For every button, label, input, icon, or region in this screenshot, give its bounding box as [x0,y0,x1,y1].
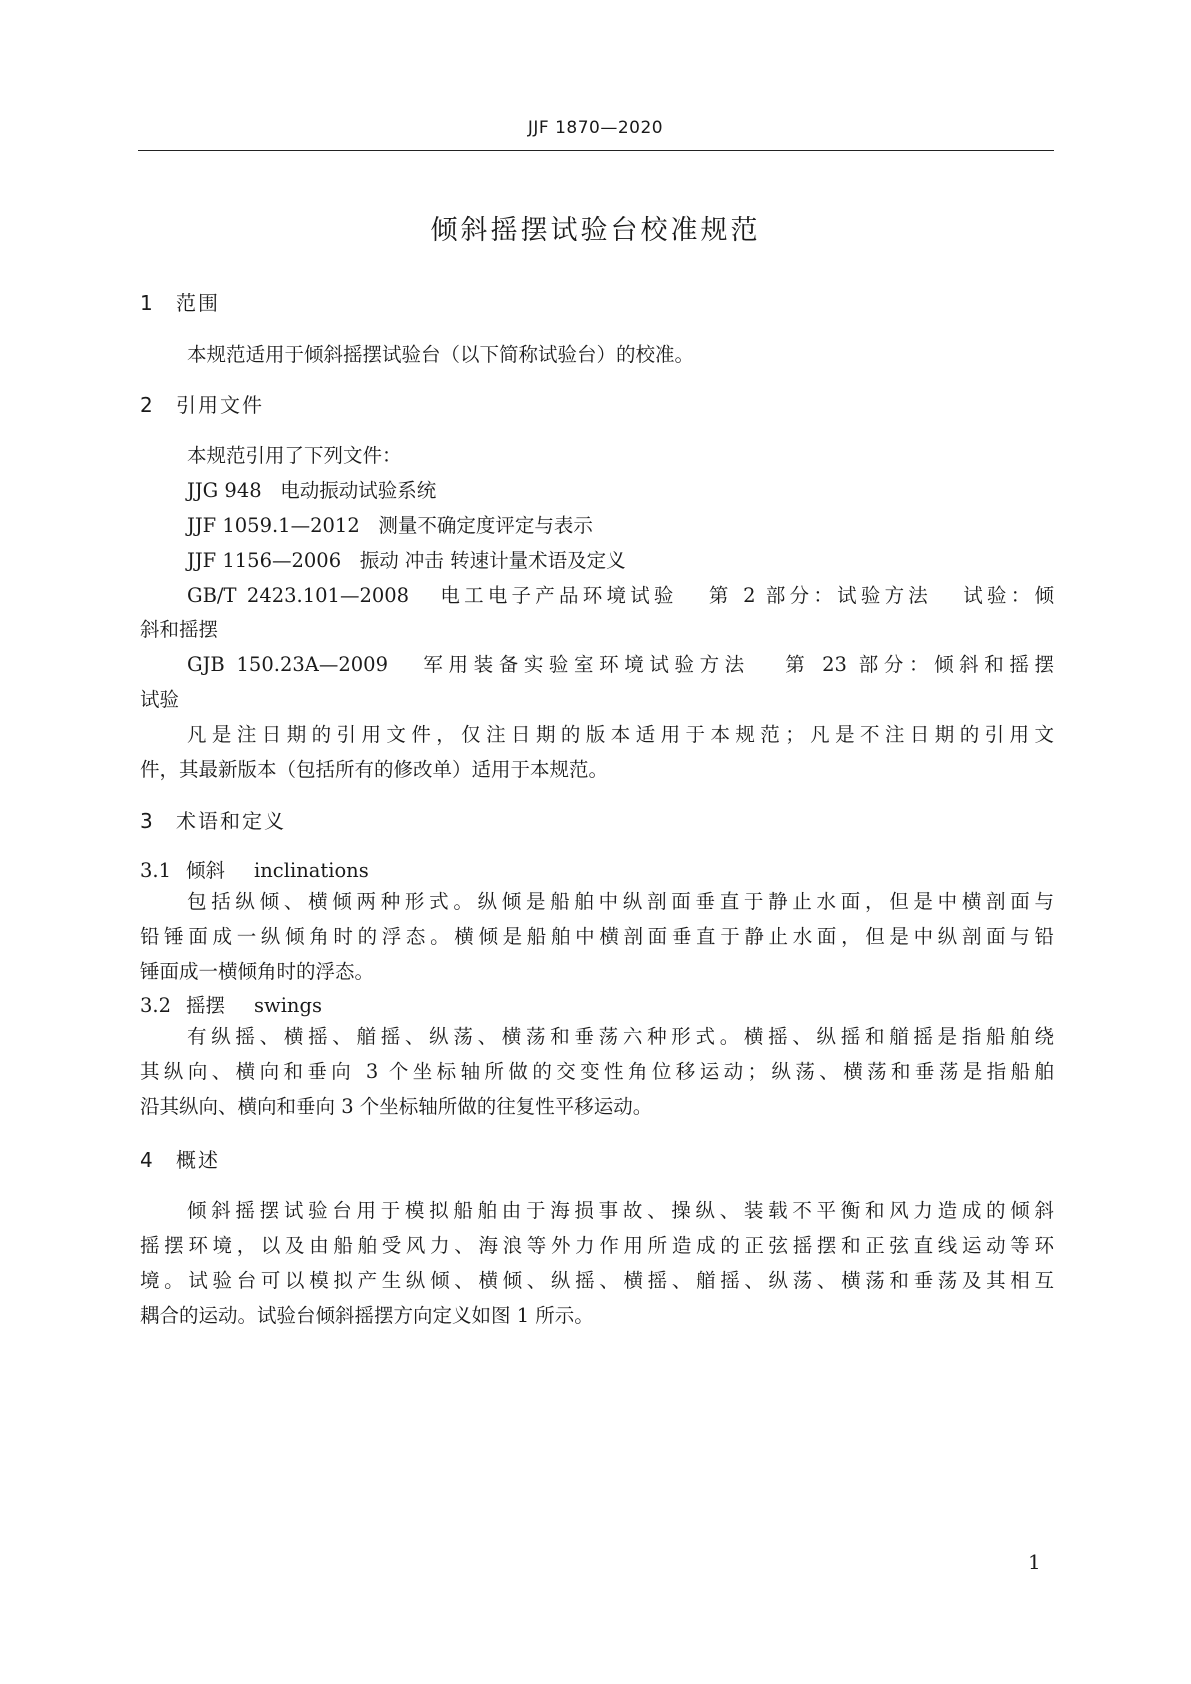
paragraph: 本规范适用于倾斜摇摆试验台（以下简称试验台）的校准。 [187,343,695,366]
section-1-heading [140,287,220,316]
page-title: 倾斜摇摆试验台校准规范 [430,215,761,246]
section-number: 4 [140,1148,155,1172]
reference-item: GB/T 2423.101—2008 电工电子产品环境试验 第 2 部分：试验方法 试验：倾 [187,584,1054,607]
term-chinese: 倾斜 [186,859,226,882]
reference-item: GJB 150.23A—2009 军用装备实验室环境试验方法 第 23 部分：倾斜和摇摆 [187,653,1054,676]
paragraph: 倾斜摇摆试验台用于模拟船舶由于海损事故、操纵、装载不平衡和风力造成的倾斜 [187,1199,1054,1222]
reference-item-continued: 斜和摇摆 [140,618,219,641]
section-number: 2 [140,393,155,417]
paragraph-continued: 件，其最新版本（包括所有的修改单）适用于本规范。 [140,758,609,781]
paragraph: 耦合的运动。试验台倾斜摇摆方向定义如图 1 所示。 [140,1304,594,1327]
reference-item: JJG 948 电动振动试验系统 [187,479,437,502]
term-english: inclinations [254,859,369,882]
term-3-1 [140,855,369,883]
section-number: 3 [140,809,155,833]
document-code-header: JJF 1870—2020 [527,118,664,138]
term-chinese: 摇摆 [186,994,226,1017]
term-definition: 其纵向、横向和垂向 3 个坐标轴所做的交变性角位移运动；纵荡、横荡和垂荡是指船舶 [140,1060,1054,1083]
paragraph: 本规范引用了下列文件： [187,444,402,467]
section-4-heading [140,1144,220,1173]
term-definition: 沿其纵向、横向和垂向 3 个坐标轴所做的往复性平移运动。 [140,1095,653,1118]
reference-item-continued: 试验 [140,688,180,711]
term-definition: 铅锤面成一纵倾角时的浮态。横倾是船舶中横剖面垂直于静止水面，但是中纵剖面与铅 [140,925,1054,948]
term-definition: 有纵摇、横摇、艏摇、纵荡、横荡和垂荡六种形式。横摇、纵摇和艏摇是指船舶绕 [187,1025,1054,1048]
term-number: 3.2 [140,994,172,1017]
page-number: 1 [1028,1550,1041,1574]
reference-item: JJF 1156—2006 振动 冲击 转速计量术语及定义 [187,549,626,572]
section-title: 术语和定义 [176,809,286,833]
section-title: 概述 [176,1148,220,1172]
term-english: swings [254,994,322,1017]
paragraph: 境。试验台可以模拟产生纵倾、横倾、纵摇、横摇、艏摇、纵荡、横荡和垂荡及其相互 [140,1269,1054,1292]
term-3-2 [140,990,322,1018]
section-title: 范围 [176,291,220,315]
section-title: 引用文件 [176,393,264,417]
paragraph: 凡是注日期的引用文件，仅注日期的版本适用于本规范；凡是不注日期的引用文 [187,723,1054,746]
header-rule [138,150,1054,151]
term-definition: 包括纵倾、横倾两种形式。纵倾是船舶中纵剖面垂直于静止水面，但是中横剖面与 [187,890,1054,913]
reference-item: JJF 1059.1—2012 测量不确定度评定与表示 [187,514,593,537]
paragraph: 摇摆环境，以及由船舶受风力、海浪等外力作用所造成的正弦摇摆和正弦直线运动等环 [140,1234,1054,1257]
term-definition: 锤面成一横倾角时的浮态。 [140,960,375,983]
section-number: 1 [140,291,155,315]
term-number: 3.1 [140,859,172,882]
section-2-heading [140,389,264,418]
section-3-heading [140,805,286,834]
